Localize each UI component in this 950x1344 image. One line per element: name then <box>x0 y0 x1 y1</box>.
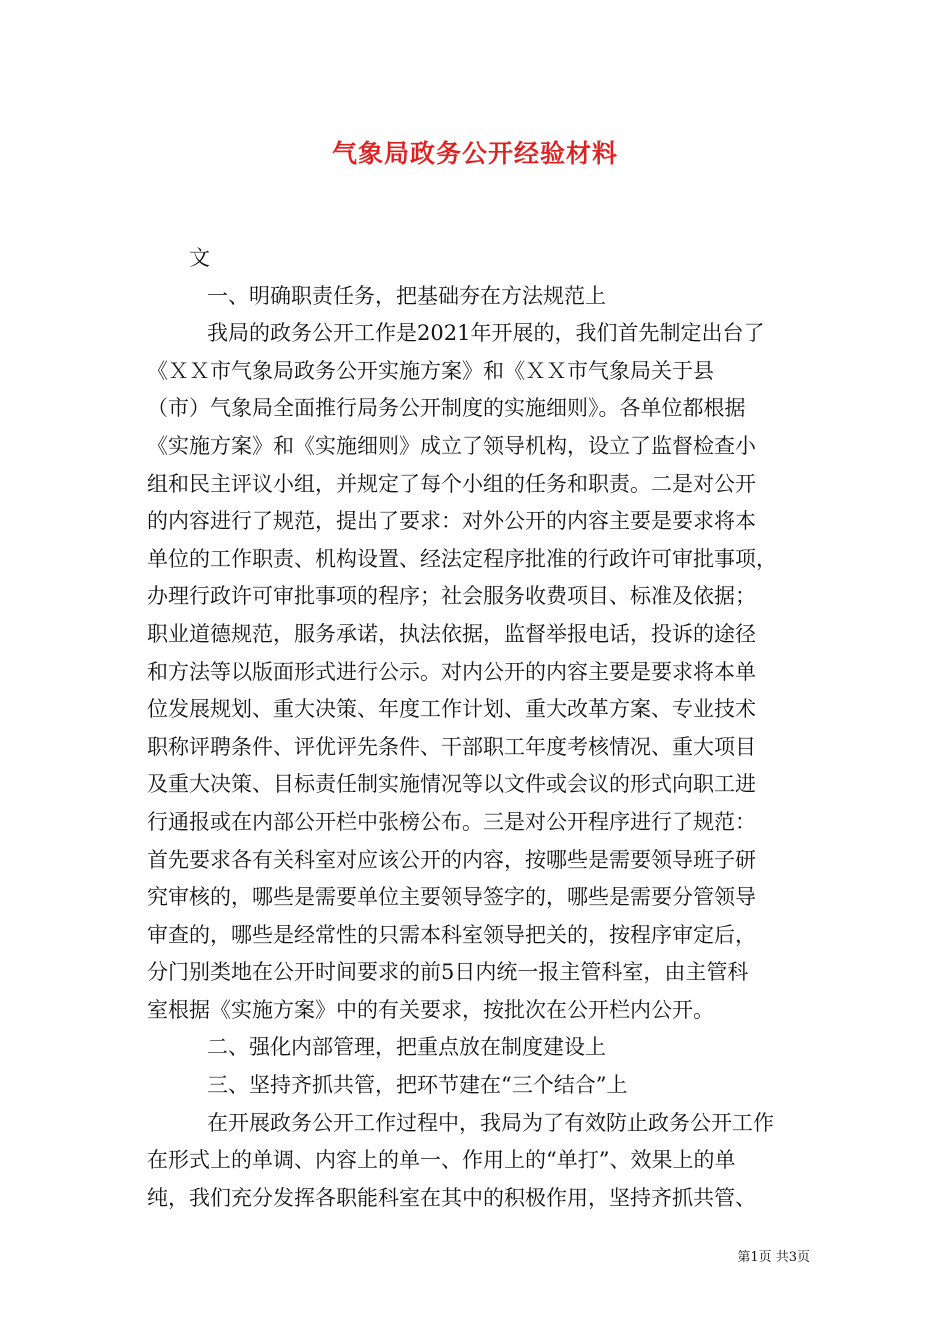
paragraph-line: 及重大决策、目标责任制实施情况等以文件或会议的形式向职工进 <box>147 772 756 797</box>
paragraph-line: 的内容进行了规范，提出了要求：对外公开的内容主要是要求将本 <box>147 509 756 534</box>
section-heading-3: 三、坚持齐抓共管，把环节建在“三个结合”上 <box>207 1073 628 1098</box>
document-body <box>147 240 807 1217</box>
paragraph-line: 组和民主评议小组，并规定了每个小组的任务和职责。二是对公开 <box>147 471 756 496</box>
paragraph-line: 位发展规划、重大决策、年度工作计划、重大改革方案、专业技术 <box>147 697 756 722</box>
paragraph-line: 办理行政许可审批事项的程序；社会服务收费项目、标准及依据； <box>147 584 756 609</box>
paragraph-line: 审查的，哪些是经常性的只需本科室领导把关的，按程序审定后， <box>147 922 756 947</box>
paragraph-line: 职称评聘条件、评优评先条件、干部职工年度考核情况、重大项目 <box>147 734 756 759</box>
paragraph-line: 在形式上的单调、内容上的单一、作用上的“单打”、效果上的单 <box>147 1148 736 1173</box>
document-title: 气象局政务公开经验材料 <box>331 139 618 168</box>
section-heading-2: 二、强化内部管理，把重点放在制度建设上 <box>207 1035 606 1060</box>
paragraph-line: 我局的政务公开工作是2021年开展的，我们首先制定出台了 <box>207 321 765 346</box>
paragraph-line: 行通报或在内部公开栏中张榜公布。三是对公开程序进行了规范： <box>147 809 756 834</box>
section-heading-1: 一、明确职责任务，把基础夯在方法规范上 <box>207 283 606 308</box>
paragraph-line: 首先要求各有关科室对应该公开的内容，按哪些是需要领导班子研 <box>147 847 756 872</box>
paragraph-line: 职业道德规范，服务承诺，执法依据，监督举报电话，投诉的途径 <box>147 621 756 646</box>
text-line: 文 <box>189 246 210 270</box>
paragraph-line: 《实施方案》和《实施细则》成立了领导机构，设立了监督检查小 <box>147 433 756 458</box>
paragraph-line: 分门别类地在公开时间要求的前5日内统一报主管科室，由主管科 <box>147 960 749 985</box>
paragraph-line: 室根据《实施方案》中的有关要求，按批次在公开栏内公开。 <box>147 997 714 1022</box>
paragraph-line: 和方法等以版面形式进行公示。对内公开的内容主要是要求将本单 <box>147 659 756 684</box>
page-number: 第1页 共3页 <box>737 1250 810 1265</box>
paragraph-line: 纯，我们充分发挥各职能科室在其中的积极作用，坚持齐抓共管、 <box>147 1185 756 1210</box>
paragraph-line: 单位的工作职责、机构设置、经法定程序批准的行政许可审批事项， <box>147 546 777 571</box>
paragraph-line: （市）气象局全面推行局务公开制度的实施细则》。各单位都根据 <box>147 396 746 421</box>
paragraph-line: 在开展政务公开工作过程中，我局为了有效防止政务公开工作 <box>207 1110 774 1135</box>
paragraph-line: 《ＸＸ市气象局政务公开实施方案》和《ＸＸ市气象局关于县 <box>147 358 714 383</box>
paragraph-line: 究审核的，哪些是需要单位主要领导签字的，哪些是需要分管领导 <box>147 885 756 910</box>
